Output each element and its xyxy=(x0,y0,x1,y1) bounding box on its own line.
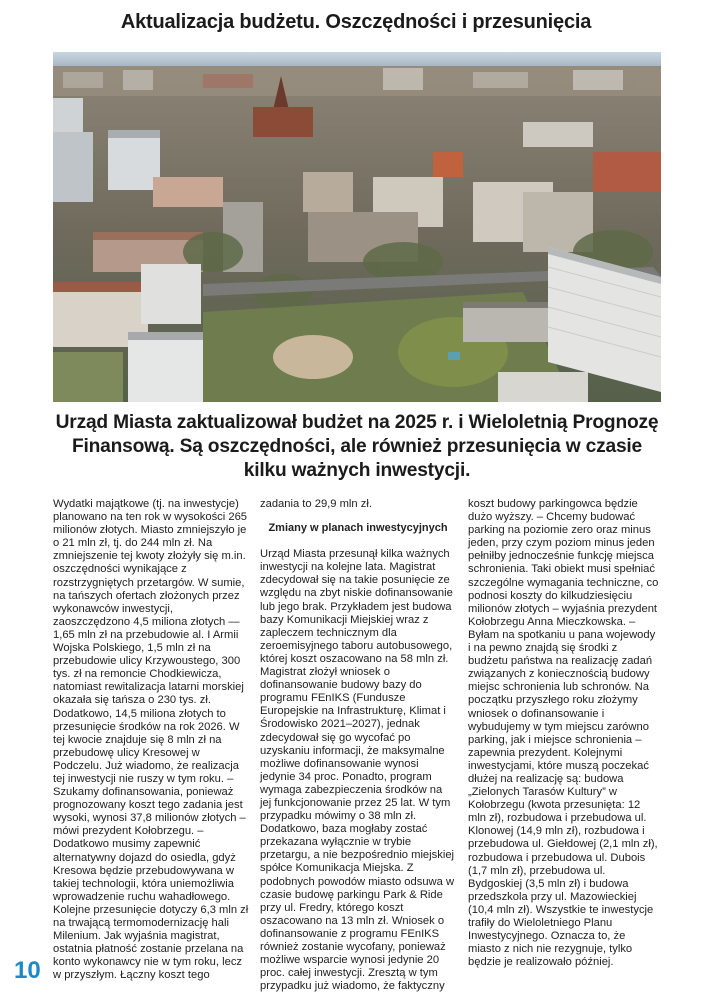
page-number: 10 xyxy=(14,957,41,984)
section-subheading: Zmiany w planach inwestycyjnych xyxy=(268,522,448,535)
column-2-paragraph: Urząd Miasta przesunął kilka ważnych inwestycji na kolejne lata. Magistrat zdecydował się na takie posunięcie ze względu na zbyt niskie dofinansowanie lub jego brak. Przykładem jest budowa bazy Komunikacji Miejskiej wraz z zapleczem technicznym dla zeroemisyjnego taboru autobusowego, której koszt oszacowano na 58 mln zł. Magistrat złożył wniosek o dofinansowanie budowy bazy do programu FEnIKS (Fundusze Europejskie na Infrastrukturę, Klimat i Środowisko 2021–2027), jednak zdecydował się go wycofać po uzyskaniu informacji, że maksymalne możliwe dofinansowanie wynosi jedynie 34 proc. Ponadto, program wymaga zabezpieczenia środków na jej funkcjonowanie przez 25 lat. W tym przypadku mówimy o 38 mln zł. Dodatkowo, baza mogłaby zostać przekazana wyłącznie w trybie przetargu, a nie bezpośrednio miejskiej spółce Komunikacja Miejska. Z podobnych powodów miasto odsuwa w czasie budowę parkingu Park & Ride przy ul. Fredry, którego koszt oszacowano na 13 mln zł. Wniosek o dofinansowanie z programu FEnIKS również zostanie wycofany, ponieważ możliwe wsparcie wynosi jedynie 20 proc. całej inwestycji. Zresztą w tym przypadku już wiadomo, że faktyczny xyxy=(260,548,455,993)
text-column-1 xyxy=(53,498,249,982)
text-column-3 xyxy=(468,498,660,969)
article-lead: Urząd Miasta zaktualizował budżet na 2025 r. i Wieloletnią Prognozę Finansową. Są oszczędności, ale również przesunięcia w czasie kilku ważnych inwestycji. xyxy=(55,412,659,481)
article-title: Aktualizacja budżetu. Oszczędności i przesunięcia xyxy=(120,11,592,33)
column-2-top-text: zadania to 29,9 mln zł. xyxy=(260,498,372,510)
column-3-paragraph: koszt budowy parkingowca będzie dużo wyższy. – Chcemy budować parking na poziomie zero oraz minus jeden, przy czym poziom minus jeden pełniłby jednocześnie funkcję miejsca schronienia. Taki obiekt musi spełniać szczególne wymagania techniczne, co podnosi koszty do kilkudziesięciu milionów złotych – wyjaśnia prezydent Kołobrzegu Anna Mieczkowska. – Byłam na spotkaniu u pana wojewody i na pewno znajdą się środki z budżetu państwa na realizację zadań związanych z koniecznością budowy miejsc schronienia lub schronów. Na początku przyszłego roku złożymy wniosek o dofinansowanie i wybudujemy w tym miejscu zarówno parking, jak i miejsce schronienia – zapewnia prezydent. Kolejnymi inwestycjami, które muszą poczekać dłużej na realizację są: budowa „Zielonych Tarasów Kultury” w Kołobrzegu (kwota przesunięta: 12 mln zł), rozbudowa i przebudowa ul. Klonowej (14,9 mln zł), rozbudowa i przebudowa ul. Giełdowej (2,1 mln zł), rozbudowa i przebudowa ul. Dubois (1,7 mln zł), przebudowa ul. Bydgoskiej (3,5 mln zł) i budowa przedszkola przy ul. Mazowieckiej (10,4 mln zł). Wszystkie te inwestycje trafiły do Wieloletniego Planu Inwestycyjnego. Oznacza to, że miasto z nich nie rezygnuje, tylko będzie je realizowało później. xyxy=(468,498,659,969)
aerial-city-photo xyxy=(53,52,661,402)
text-column-2 xyxy=(260,498,456,993)
column-1-paragraph: Wydatki majątkowe (tj. na inwestycje) planowano na ten rok w wysokości 265 milionów złotych. Miasto zmniejszyło je o 21 mln zł, tj. do 244 mln zł. Na zmniejszenie tej kwoty złożyły się m.in. oszczędności wynikające z rozstrzygniętych przetargów. W sumie, na tańszych ofertach złożonych przez wykonawców inwestycji, zaoszczędzono 4,5 miliona złotych — 1,65 mln zł na przebudowie al. I Armii Wojska Polskiego, 1,5 mln zł na przebudowie ulicy Krzywoustego, 300 tys. zł na remoncie Chodkiewicza, natomiast rewitalizacja latarni morskiej okazała się tańsza o 230 tys. zł. Dodatkowo, 14,5 miliona złotych to przesunięcie środków na rok 2026. W tej kwocie znajduje się 8 mln zł na przebudowę ulicy Kresowej w Podczelu. Już wiadomo, że realizacja tej inwestycji nie ruszy w tym roku. – Szukamy dofinansowania, ponieważ prognozowany koszt tego zadania jest wysoki, wynosi 37,8 milionów złotych – mówi prezydent Kołobrzegu. – Dodatkowo musimy zapewnić alternatywny dojazd do osiedla, gdyż Kresowa będzie przebudowywana w takiej technologii, która uniemożliwia wprowadzenie ruchu wahadłowego. Kolejne przesunięcie dotyczy 6,3 mln zł na trwającą termomodernizację hali Milenium. Jak wyjaśnia magistrat, ostatnia płatność zostanie przelana na konto wykonawcy nie w tym roku, lecz w przyszłym. Łączny koszt tego xyxy=(53,498,249,982)
